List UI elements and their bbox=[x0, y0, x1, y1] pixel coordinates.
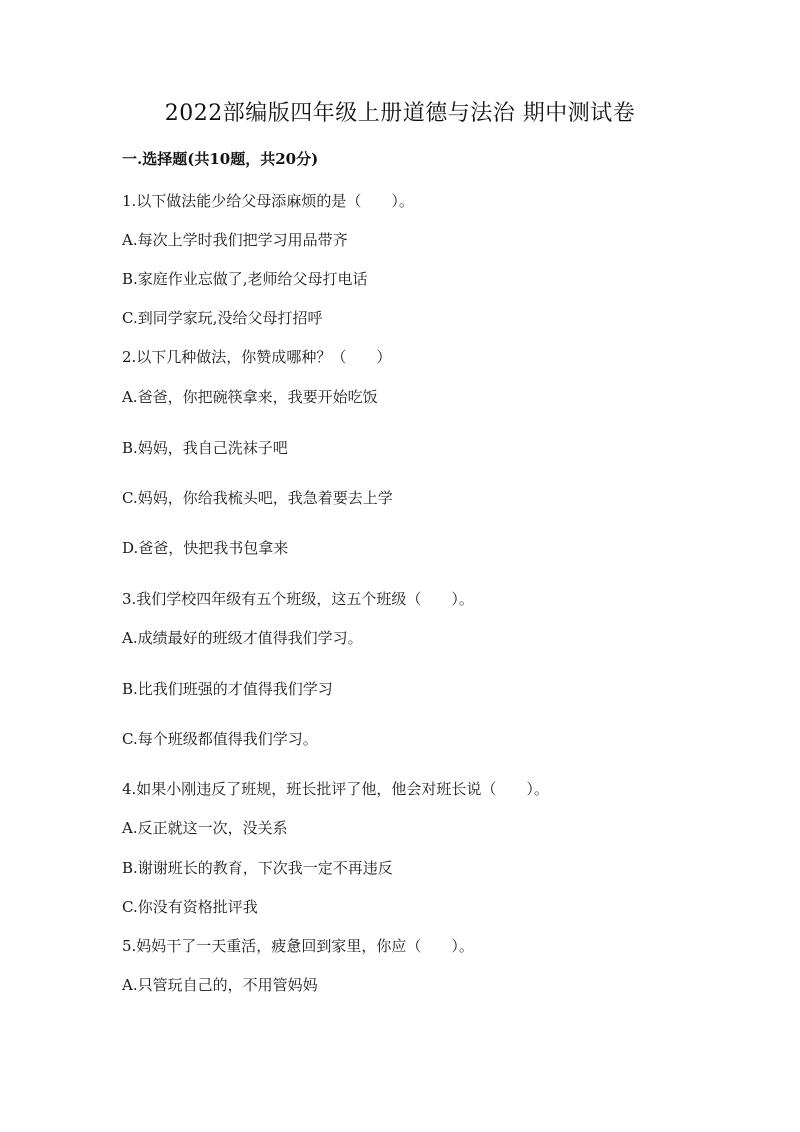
answer-option: B.比我们班强的才值得我们学习 bbox=[122, 680, 333, 698]
answer-option: B.妈妈，我自己洗袜子吧 bbox=[122, 439, 288, 457]
answer-option: C.妈妈，你给我梳头吧，我急着要去上学 bbox=[122, 489, 393, 507]
answer-option: A.只管玩自己的，不用管妈妈 bbox=[122, 976, 318, 994]
page-title: 2022部编版四年级上册道德与法治 期中测试卷 bbox=[164, 101, 636, 126]
answer-option: A.爸爸，你把碗筷拿来，我要开始吃饭 bbox=[122, 388, 378, 406]
answer-option: B.家庭作业忘做了,老师给父母打电话 bbox=[122, 270, 368, 288]
question-stem: 4.如果小刚违反了班规，班长批评了他，他会对班长说（ ）。 bbox=[122, 780, 549, 798]
section-heading: 一.选择题(共10题，共20分) bbox=[122, 150, 319, 168]
answer-option: B.谢谢班长的教育，下次我一定不再违反 bbox=[122, 859, 393, 877]
question-stem: 1.以下做法能少给父母添麻烦的是（ ）。 bbox=[122, 192, 414, 210]
answer-option: C.你没有资格批评我 bbox=[122, 898, 258, 916]
answer-option: C.到同学家玩,没给父母打招呼 bbox=[122, 309, 323, 327]
answer-option: A.每次上学时我们把学习用品带齐 bbox=[122, 231, 348, 249]
answer-option: A.反正就这一次，没关系 bbox=[122, 819, 288, 837]
question-stem: 5.妈妈干了一天重活，疲惫回到家里，你应（ ）。 bbox=[122, 937, 474, 955]
answer-option: A.成绩最好的班级才值得我们学习。 bbox=[122, 629, 363, 647]
answer-option: D.爸爸，快把我书包拿来 bbox=[122, 539, 289, 557]
question-stem: 2.以下几种做法，你赞成哪种？（ ） bbox=[122, 348, 392, 366]
answer-option: C.每个班级都值得我们学习。 bbox=[122, 730, 318, 748]
question-stem: 3.我们学校四年级有五个班级，这五个班级（ ）。 bbox=[122, 590, 474, 608]
